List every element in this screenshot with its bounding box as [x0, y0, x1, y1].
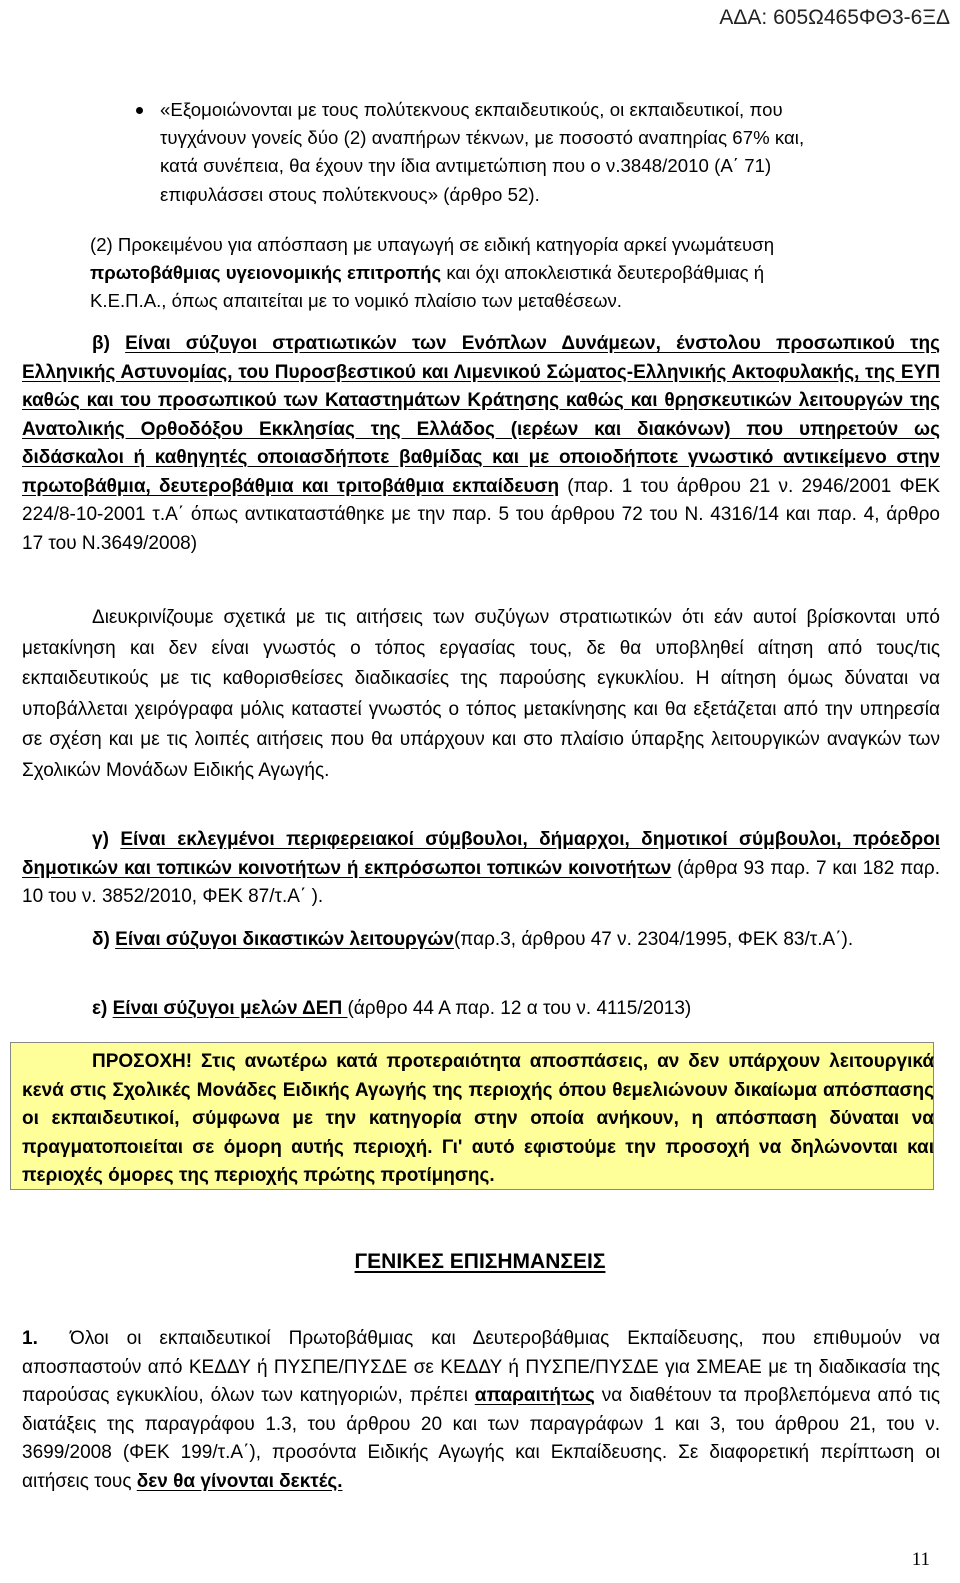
bullet-line: επιφυλάσσει στους πολύτεκνους» (άρθρο 52).: [160, 183, 540, 205]
paragraph-gamma: γ) Είναι εκλεγμένοι περιφερειακοί σύμβουλοι, δήμαρχοι, δημοτικοί σύμβουλοι, πρόεδροι δημοτικών και τοπικών κοινοτήτων ή εκπρόσωποι τοπικών κοινοτήτων (άρθρα 93 παρ. 7 και 182 παρ. 10 του ν. 3852/2010, ΦΕΚ 87/τ.Α΄ ).: [22, 829, 940, 907]
page-number: 11: [911, 1549, 930, 1570]
ada-code: ΑΔΑ: 605Ω465ΦΘ3-6ΞΔ: [719, 6, 950, 29]
bullet-dot-icon: [136, 107, 143, 114]
paragraph-epsilon: ε) Είναι σύζυγοι μελών ΔΕΠ (άρθρο 44 Α παρ. 12 α του ν. 4115/2013): [92, 998, 692, 1019]
warning-text: ΠΡΟΣΟΧΗ! Στις ανωτέρω κατά προτεραιότητα αποσπάσεις, αν δεν υπάρχουν λειτουργικά κενά στις Σχολικές Μονάδες Ειδικής Αγωγής της περιοχής όπου θεμελιώνουν δικαίωμα απόσπασης οι εκπαιδευτικοί, σύμφωνα με την κατηγορία στην οποία ανήκουν, η απόσπαση δύναται να πραγματοποιείται σε όμορη αυτής περιοχή. Γι' αυτό εφιστούμε την προσοχή να δηλώνονται και περιοχές όμορες της περιοχής πρώτης προτίμησης.: [22, 1051, 934, 1186]
paragraph-clarify: Διευκρινίζουμε σχετικά με τις αιτήσεις των συζύγων στρατιωτικών ότι εάν αυτοί βρίσκονται υπό μετακίνηση και δεν είναι γνωστός ο τόπος εργασίας τους, δε θα υποβληθεί αίτηση από τους/τις εκπαιδευτικούς με τις καθορισθείσες διαδικασίες της παρούσης εγκυκλίου. Η αίτηση όμως δύναται να υποβάλλεται χειρόγραφα μόλις καταστεί γνωστός ο τόπος μετακίνησης και θα εξετάζεται από την υπηρεσία σε σχέση και με τις λοιπές αιτήσεις που θα υπάρχουν και στο πλαίσιο ύπαρξης λειτουργικών αναγκών των Σχολικών Μονάδων Ειδικής Αγωγής.: [22, 607, 940, 781]
general-point-1: 1. Όλοι οι εκπαιδευτικοί Πρωτοβάθμιας και Δευτεροβάθμιας Εκπαίδευσης, που επιθυμούν να αποσπαστούν από ΚΕΔΔΥ ή ΠΥΣΠΕ/ΠΥΣΔΕ σε ΚΕΔΔΥ ή ΠΥΣΠΕ/ΠΥΣΔΕ για ΣΜΕΑΕ με τη διαδικασία της παρούσας εγκυκλίου, όλων των κατηγοριών, πρέπει απαραιτήτως να διαθέτουν τα προβλεπόμενα από τις διατάξεις της παραγράφου 1.3, του άρθρου 20 και των παραγράφων 1 και 3, του άρθρου 21, του ν. 3699/2008 (ΦΕΚ 199/τ.Α΄), προσόντα Ειδικής Αγωγής και Εκπαίδευσης. Σε διαφορετική περίπτωση οι αιτήσεις τους δεν θα γίνονται δεκτές.: [22, 1328, 940, 1492]
bullet-item: [160, 96, 936, 209]
bullet-line: τυγχάνουν γονείς δύο (2) αναπήρων τέκνων, με ποσοστό αναπηρίας 67% και,: [160, 127, 805, 149]
paragraph-beta: β) Είναι σύζυγοι στρατιωτικών των Ενόπλων Δυνάμεων, ένστολου προσωπικού της Ελληνικής Αστυνομίας, του Πυροσβεστικού και Λιμενικού Σώματος-Ελληνικής Ακτοφυλακής, της ΕΥΠ καθώς και του προσωπικού των Καταστημάτων Κράτησης καθώς και θρησκευτικών λειτουργών της Ανατολικής Ορθοδόξου Εκκλησίας της Ελλάδος (ιερέων και διακόνων) που υπηρετούν ως διδάσκαλοι ή καθηγητές οποιασδήποτε βαθμίδας και με οποιοδήποτε γνωστικό αντικείμενο στην πρωτοβάθμια, δευτεροβάθμια και τριτοβάθμια εκπαίδευση (παρ. 1 του άρθρου 21 ν. 2946/2001 ΦΕΚ 224/8-10-2001 τ.Α΄ όπως αντικαταστάθηκε με την παρ. 5 του άρθρου 72 του Ν. 4316/14 και παρ. 4, άρθρο 17 του Ν.3649/2008): [22, 333, 940, 554]
section-heading: ΓΕΝΙΚΕΣ ΕΠΙΣΗΜΑΝΣΕΙΣ: [354, 1250, 606, 1273]
bullet-line: κατά συνέπεια, θα έχουν την ίδια αντιμετώπιση που ο ν.3848/2010 (Α΄ 71): [160, 155, 772, 177]
paragraph-delta: δ) Είναι σύζυγοι δικαστικών λειτουργών(παρ.3, άρθρου 47 ν. 2304/1995, ΦΕΚ 83/τ.Α΄).: [92, 929, 854, 950]
bullet-line: «Εξομοιώνονται με τους πολύτεκνους εκπαιδευτικούς, οι εκπαιδευτικοί, που: [160, 99, 783, 120]
note-2: (2) Προκειμένου για απόσπαση με υπαγωγή σε ειδική κατηγορία αρκεί γνωμάτευση πρωτοβάθμιας υγειονομικής επιτροπής και όχι αποκλειστικά δευτεροβάθμιας ή Κ.Ε.Π.Α., όπως απαιτείται με το νομικό πλαίσιο των μεταθέσεων.: [90, 234, 775, 312]
